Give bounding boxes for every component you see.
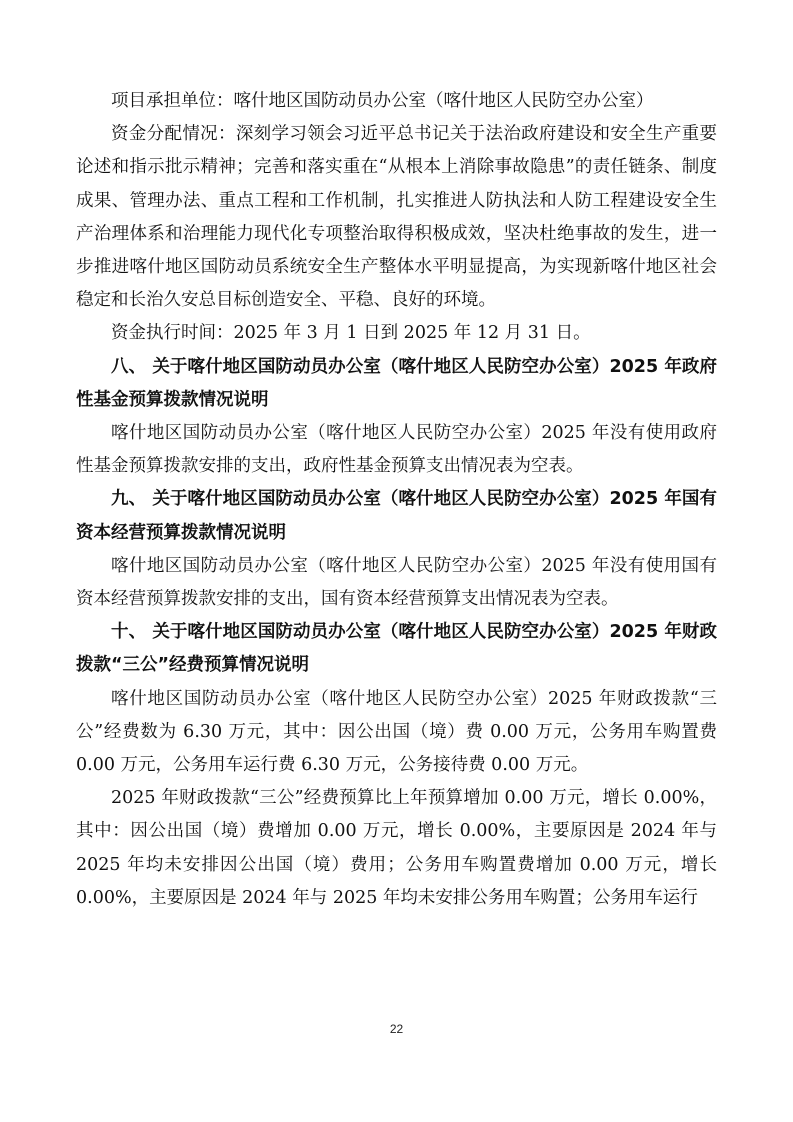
execution-time-paragraph: 资金执行时间：2025 年 3 月 1 日到 2025 年 12 月 31 日。 <box>111 323 591 344</box>
document-body <box>76 85 717 915</box>
section-9-paragraph: 喀什地区国防动员办公室（喀什地区人民防空办公室）2025 年没有使用国有资本经营预算拨款安排的支出，国有资本经营预算支出情况表为空表。 <box>76 555 717 610</box>
section-heading-9: 九、 关于喀什地区国防动员办公室（喀什地区人民防空办公室）2025 年国有资本经营预算拨款情况说明 <box>76 489 717 543</box>
page-number: 22 <box>389 1022 404 1036</box>
section-10-paragraph-2: 2025 年财政拨款“三公”经费预算比上年预算增加 0.00 万元，增长 0.00%，其中：因公出国（境）费增加 0.00 万元，增长 0.00%，主要原因是 2024 年与 2025 年均未安排因公出国（境）费用；公务用车购置费增加 0.00 万元，增长 0.00%，主要原因是 2024 年与 2025 年均未安排公务用车购置；公务用车运行 <box>76 788 717 908</box>
project-unit-paragraph: 项目承担单位：喀什地区国防动员办公室（喀什地区人民防空办公室） <box>111 91 654 111</box>
section-heading-10: 十、 关于喀什地区国防动员办公室（喀什地区人民防空办公室）2025 年财政拨款“三公”经费预算情况说明 <box>76 622 717 676</box>
section-8-paragraph: 喀什地区国防动员办公室（喀什地区人民防空办公室）2025 年没有使用政府性基金预算拨款安排的支出，政府性基金预算支出情况表为空表。 <box>76 423 717 477</box>
section-10-paragraph-1: 喀什地区国防动员办公室（喀什地区人民防空办公室）2025 年财政拨款“三公”经费数为 6.30 万元，其中：因公出国（境）费 0.00 万元，公务用车购置费 0.00 万元，公务用车运行费 6.30 万元，公务接待费 0.00 万元。 <box>76 688 717 776</box>
fund-allocation-paragraph: 资金分配情况：深刻学习领会习近平总书记关于法治政府建设和安全生产重要论述和指示批示精神；完善和落实重在“从根本上消除事故隐患”的责任链条、制度成果、管理办法、重点工程和工作机制，扎实推进人防执法和人防工程建设安全生产治理体系和治理能力现代化专项整治取得积极成效，坚决杜绝事故的发生，进一步推进喀什地区国防动员系统安全生产整体水平明显提高，为实现新喀什地区社会稳定和长治久安总目标创造安全、平稳、良好的环境。 <box>76 124 717 311</box>
section-heading-8: 八、 关于喀什地区国防动员办公室（喀什地区人民防空办公室）2025 年政府性基金预算拨款情况说明 <box>76 356 717 410</box>
